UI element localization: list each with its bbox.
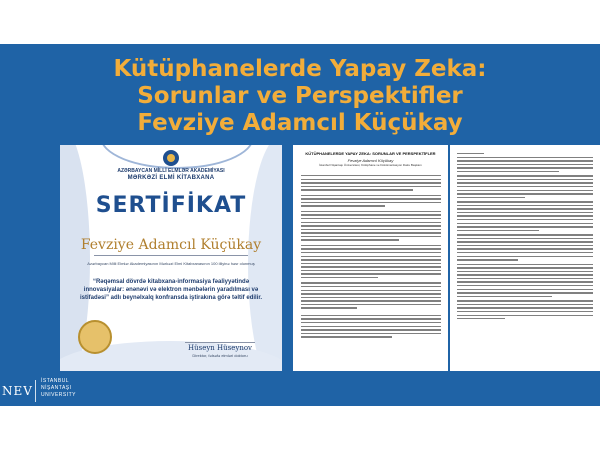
paper-page-left	[293, 145, 448, 371]
paper-image	[293, 145, 600, 371]
university-line-1: İSTANBUL	[41, 378, 70, 384]
seal-icon	[78, 320, 112, 354]
paper-text-block	[457, 153, 593, 322]
paper-affiliation: İstanbul Nişantaşı Üniversitesi, Kütüphane ve Dokümantasyon Daire Başkanı	[319, 163, 422, 167]
university-logo-strip	[0, 371, 600, 406]
certificate-signer: Hüseyn Hüseynov	[187, 344, 252, 352]
certificate-organizers: Azərbaycan Milli Elmlər Akademiyasının Mərkəzi Elmi Kitabxanasının 100 illiyinə həsr olunmuş	[87, 261, 255, 266]
certificate-recipient: Fevziye Adamcıl Küçükay	[80, 237, 262, 253]
university-logo-name	[41, 378, 76, 399]
page-title	[0, 56, 600, 137]
title-line-2: Sorunlar ve Perspektifler	[137, 83, 463, 109]
logo-separator	[35, 380, 36, 402]
university-line-3: UNIVERSITY	[41, 392, 77, 398]
paper-page-right	[450, 145, 600, 371]
top-margin	[0, 0, 600, 44]
certificate-library: MƏRKƏZİ ELMİ KİTABXANA	[127, 175, 215, 181]
bottom-margin	[0, 406, 600, 450]
paper-text-block	[301, 175, 441, 340]
certificate-image	[60, 145, 282, 371]
paper-header: KÜTÜPHANELERDE YAPAY ZEKA: SORUNLAR VE PERSPEKTİFLER	[305, 151, 436, 156]
certificate-conference: “Rəqəmsal dövrdə kitabxana-informasiya fəaliyyətində innovasiyalar: ənənəvi və elektron mənbələrin yaradılması və istifadəsi” adlı beynəlxalq konfransda iştirakına görə təltif edilir.	[79, 279, 263, 301]
title-line-1: Kütüphanelerde Yapay Zeka:	[113, 56, 487, 82]
academy-emblem-icon	[163, 150, 179, 166]
certificate-heading: SERTİFİKAT	[95, 193, 247, 218]
divider	[94, 255, 248, 256]
paper-author: Fevziye Adamcıl Küçükay	[347, 158, 394, 163]
certificate-academy: AZƏRBAYCAN MİLLİ ELMLƏR AKADEMİYASI	[117, 168, 225, 174]
certificate-signer-role: Direktor, fəlsəfə elmləri doktoru	[192, 353, 248, 358]
university-line-2: NİŞANTAŞI	[41, 385, 72, 391]
university-logo-short: NEV	[2, 384, 33, 398]
signature-line	[185, 342, 255, 343]
title-line-3: Fevziye Adamcıl Küçükay	[137, 110, 463, 136]
